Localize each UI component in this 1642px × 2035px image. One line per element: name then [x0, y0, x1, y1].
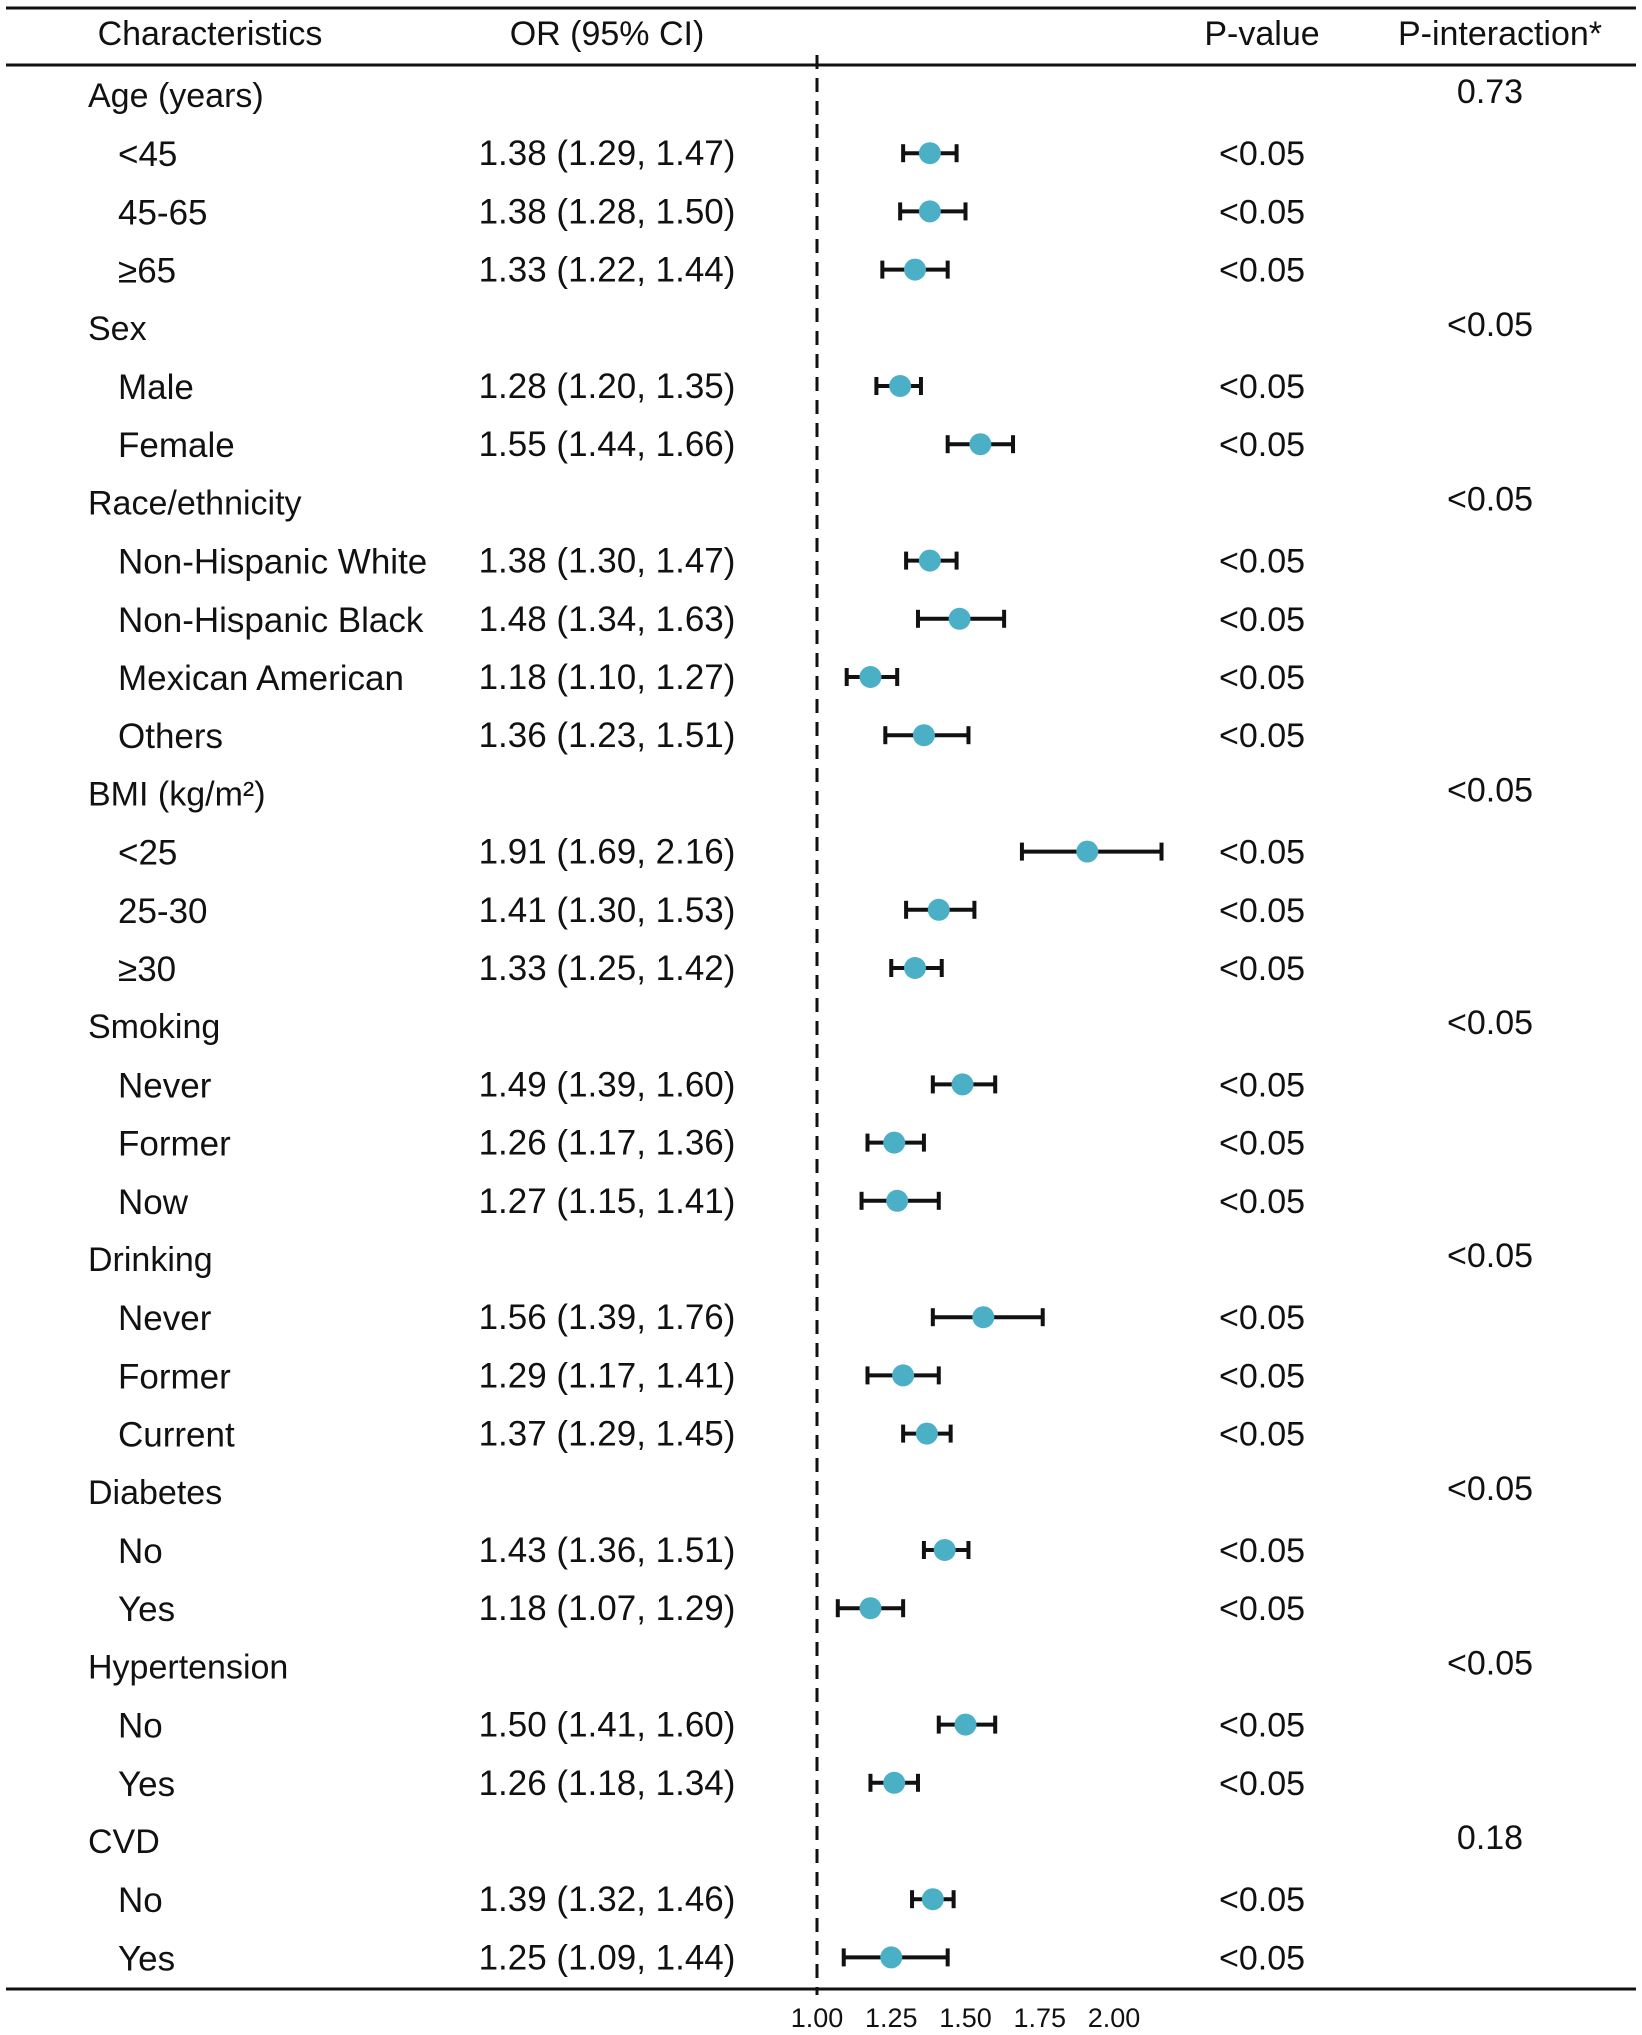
- row-label: Non-Hispanic White: [118, 542, 428, 582]
- p-interaction-value: <0.05: [1446, 771, 1534, 810]
- row-label: 45-65: [118, 193, 208, 233]
- p-interaction-value: 0.73: [1456, 73, 1524, 111]
- or-point: [892, 1364, 914, 1386]
- or-point: [922, 1888, 944, 1910]
- group-label: Diabetes: [88, 1473, 223, 1512]
- row-label: No: [118, 1532, 163, 1571]
- row-label: Others: [118, 717, 224, 757]
- or-point: [913, 724, 935, 746]
- row-label: Current: [118, 1415, 235, 1455]
- row-label: Male: [118, 368, 194, 407]
- p-value: <0.05: [1218, 1590, 1306, 1629]
- or-ci-text: 1.29 (1.17, 1.41): [478, 1356, 736, 1396]
- x-tick-label: 1.00: [790, 2003, 844, 2033]
- header-or: OR (95% CI): [509, 15, 705, 53]
- header-pinteraction: P-interaction*: [1397, 15, 1603, 53]
- row-label: Yes: [118, 1939, 176, 1979]
- p-value: <0.05: [1218, 542, 1306, 581]
- p-interaction-value: <0.05: [1446, 1004, 1534, 1043]
- or-ci-text: 1.18 (1.10, 1.27): [478, 658, 736, 697]
- p-value: <0.05: [1218, 717, 1306, 756]
- x-tick-label: 1.25: [864, 2003, 918, 2033]
- or-ci-text: 1.91 (1.69, 2.16): [478, 832, 736, 872]
- or-ci-text: 1.48 (1.34, 1.63): [478, 599, 736, 639]
- or-ci-text: 1.37 (1.29, 1.45): [478, 1414, 736, 1454]
- or-ci-text: 1.49 (1.39, 1.60): [478, 1065, 736, 1105]
- p-value: <0.05: [1218, 426, 1306, 465]
- row-label: ≥65: [118, 251, 177, 291]
- p-value: <0.05: [1218, 1939, 1306, 1978]
- p-value: <0.05: [1218, 1706, 1306, 1745]
- group-label: Race/ethnicity: [88, 484, 302, 523]
- group-label: Age (years): [88, 77, 264, 115]
- row-label: No: [118, 1706, 163, 1746]
- or-ci-text: 1.55 (1.44, 1.66): [478, 425, 736, 465]
- or-point: [883, 1132, 905, 1154]
- x-tick-label: 1.75: [1013, 2003, 1067, 2033]
- p-value: <0.05: [1218, 600, 1306, 639]
- or-point: [919, 200, 941, 222]
- or-ci-text: 1.39 (1.32, 1.46): [478, 1880, 736, 1920]
- p-value: <0.05: [1218, 1299, 1306, 1338]
- row-label: Never: [118, 1066, 212, 1106]
- row-label: <45: [118, 135, 178, 175]
- or-point: [919, 142, 941, 164]
- row-label: Non-Hispanic Black: [118, 600, 424, 640]
- row-label: Former: [118, 1124, 231, 1164]
- p-value: <0.05: [1218, 1881, 1306, 1920]
- or-point: [916, 1423, 938, 1445]
- or-ci-text: 1.28 (1.20, 1.35): [478, 367, 736, 406]
- row-label: Yes: [118, 1764, 176, 1804]
- p-interaction-value: <0.05: [1446, 1644, 1534, 1683]
- or-ci-text: 1.33 (1.25, 1.42): [478, 949, 736, 988]
- or-ci-text: 1.33 (1.22, 1.44): [478, 250, 736, 290]
- or-point: [972, 1306, 994, 1328]
- or-point: [904, 957, 926, 979]
- or-ci-text: 1.38 (1.29, 1.47): [478, 134, 736, 174]
- or-ci-text: 1.27 (1.15, 1.41): [478, 1181, 736, 1221]
- p-value: <0.05: [1218, 659, 1306, 697]
- p-value: <0.05: [1218, 1532, 1306, 1570]
- p-interaction-value: 0.18: [1456, 1819, 1524, 1857]
- p-interaction-value: <0.05: [1446, 1469, 1534, 1508]
- row-label: Female: [118, 426, 235, 466]
- or-point: [859, 1597, 881, 1619]
- or-point: [889, 375, 911, 397]
- or-ci-text: 1.26 (1.18, 1.34): [478, 1763, 736, 1803]
- p-value: <0.05: [1218, 368, 1306, 406]
- row-label: Mexican American: [118, 659, 404, 698]
- or-ci-text: 1.43 (1.36, 1.51): [478, 1531, 736, 1570]
- group-label: Smoking: [88, 1008, 221, 1047]
- p-value: <0.05: [1218, 1182, 1306, 1221]
- or-point: [955, 1714, 977, 1736]
- or-point: [969, 433, 991, 455]
- group-label: Hypertension: [88, 1648, 289, 1687]
- row-label: ≥30: [118, 950, 177, 989]
- or-point: [1076, 841, 1098, 863]
- p-value: <0.05: [1218, 1066, 1306, 1105]
- p-interaction-value: <0.05: [1446, 480, 1534, 519]
- or-point: [880, 1946, 902, 1968]
- p-interaction-value: <0.05: [1446, 1237, 1534, 1275]
- p-value: <0.05: [1218, 1357, 1306, 1396]
- rows-group: [88, 73, 1533, 1978]
- group-label: BMI (kg/m²): [88, 775, 266, 814]
- row-label: Now: [118, 1182, 189, 1222]
- or-point: [928, 899, 950, 921]
- p-value: <0.05: [1218, 1415, 1306, 1454]
- or-point: [919, 550, 941, 572]
- or-ci-text: 1.56 (1.39, 1.76): [478, 1298, 736, 1338]
- or-point: [904, 259, 926, 281]
- p-value: <0.05: [1218, 950, 1306, 988]
- row-label: Former: [118, 1357, 231, 1397]
- row-label: Never: [118, 1299, 212, 1339]
- group-label: Sex: [88, 309, 147, 348]
- p-interaction-value: <0.05: [1446, 305, 1534, 344]
- x-axis-ticks: [791, 2003, 1141, 2033]
- row-label: 25-30: [118, 891, 208, 931]
- or-ci-text: 1.41 (1.30, 1.53): [478, 890, 736, 930]
- or-point: [952, 1073, 974, 1095]
- or-ci-text: 1.38 (1.30, 1.47): [478, 541, 736, 581]
- header-characteristics: Characteristics: [97, 15, 323, 53]
- or-point: [883, 1772, 905, 1794]
- group-label: Drinking: [88, 1241, 213, 1279]
- x-tick-label: 2.00: [1087, 2003, 1141, 2033]
- or-point: [934, 1539, 956, 1561]
- p-value: <0.05: [1218, 1764, 1306, 1803]
- or-ci-text: 1.26 (1.17, 1.36): [478, 1123, 736, 1163]
- p-value: <0.05: [1218, 193, 1306, 232]
- p-value: <0.05: [1218, 833, 1306, 872]
- or-ci-text: 1.36 (1.23, 1.51): [478, 716, 736, 756]
- header-pvalue: P-value: [1204, 15, 1320, 53]
- group-label: CVD: [88, 1823, 160, 1861]
- p-value: <0.05: [1218, 1124, 1306, 1163]
- x-tick-label: 1.50: [939, 2003, 992, 2033]
- or-ci-text: 1.18 (1.07, 1.29): [478, 1589, 736, 1629]
- row-label: No: [118, 1881, 163, 1921]
- or-point: [886, 1190, 908, 1212]
- p-value: <0.05: [1218, 251, 1306, 290]
- row-label: <25: [118, 833, 178, 873]
- p-value: <0.05: [1218, 891, 1306, 930]
- or-ci-text: 1.25 (1.09, 1.44): [478, 1938, 736, 1978]
- or-ci-text: 1.38 (1.28, 1.50): [478, 192, 736, 232]
- or-ci-text: 1.50 (1.41, 1.60): [478, 1705, 736, 1745]
- row-label: Yes: [118, 1590, 176, 1630]
- or-point: [859, 666, 881, 688]
- or-point: [949, 608, 971, 630]
- p-value: <0.05: [1218, 135, 1306, 174]
